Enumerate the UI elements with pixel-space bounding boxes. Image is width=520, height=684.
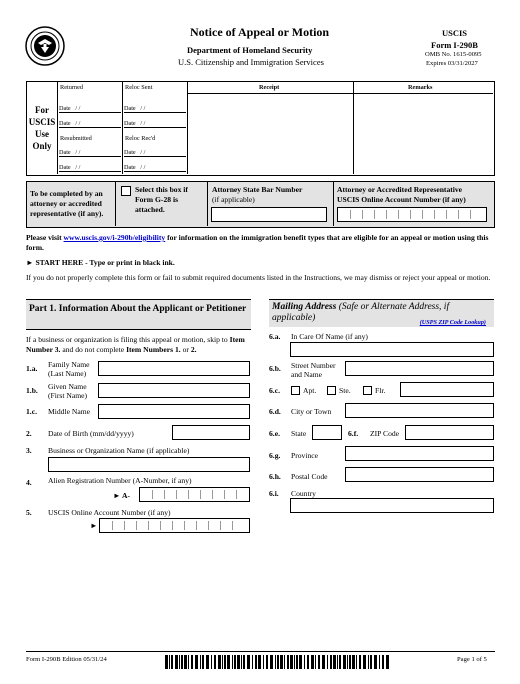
online-account-title-2: USCIS Online Account Number (if any): [337, 195, 466, 204]
item-1c-number: 1.c.: [26, 407, 37, 416]
dob-input[interactable]: [172, 425, 250, 440]
resubmitted-date-1: Date / /: [59, 149, 121, 157]
given-name-input[interactable]: [98, 383, 250, 398]
apt-number-input[interactable]: [400, 382, 494, 397]
dob-label: Date of Birth (mm/dd/yyyy): [48, 429, 134, 438]
middle-name-input[interactable]: [98, 404, 250, 419]
agency-name: U.S. Citizenship and Immigration Services: [178, 57, 324, 67]
item-6e-number: 6.e.: [269, 429, 280, 438]
zip-input[interactable]: [405, 425, 494, 440]
country-label: Country: [291, 489, 316, 498]
office-use-label-2: USCIS: [28, 117, 56, 127]
item-6h-number: 6.h.: [269, 472, 281, 481]
mailing-header: Mailing Address (Safe or Alternate Address, if applicable) (USPS ZIP Code Lookup): [269, 299, 494, 327]
a-number-input[interactable]: [139, 487, 250, 502]
business-name-input[interactable]: [48, 457, 250, 472]
form-id: Form I-290B: [431, 40, 478, 50]
reloc-sent-date-1: Date / /: [124, 105, 186, 113]
reloc-sent-label: Reloc Sent: [125, 84, 153, 91]
reloc-recd-date-2: Date / /: [124, 164, 186, 172]
apt-label: Apt.: [303, 386, 317, 395]
resubmitted-date-2: Date / /: [59, 164, 121, 172]
footer-form-edition: Form I-290B Edition 05/31/24: [26, 656, 107, 663]
receipt-label: Receipt: [259, 84, 280, 91]
item-4-number: 4.: [26, 478, 32, 487]
postal-code-input[interactable]: [345, 467, 494, 482]
apt-checkbox[interactable]: [291, 386, 300, 395]
reloc-recd-date-1: Date / /: [124, 149, 186, 157]
item-6d-number: 6.d.: [269, 407, 281, 416]
office-use-label-1: For: [35, 105, 49, 115]
form-title: Notice of Appeal or Motion: [190, 25, 330, 39]
footer-page-number: Page 1 of 5: [457, 656, 487, 663]
arrow-right-icon: ►: [26, 258, 34, 267]
office-use-table: [26, 81, 495, 176]
bar-number-input[interactable]: [211, 207, 327, 222]
reloc-sent-date-2: Date / /: [124, 120, 186, 128]
street-label: Street Number and Name: [291, 361, 336, 379]
item-1a-number: 1.a.: [26, 364, 38, 373]
flr-label: Flr.: [375, 386, 386, 395]
expiration-date: Expires 03/31/2027: [426, 60, 478, 67]
country-input[interactable]: [290, 498, 494, 513]
ste-label: Ste.: [339, 386, 351, 395]
flr-checkbox[interactable]: [363, 386, 372, 395]
city-label: City or Town: [291, 407, 332, 416]
warning-text: If you do not properly complete this form or fail to submit required documents listed in the Instructions, we may dismiss or reject your appeal or motion.: [26, 273, 491, 282]
state-select[interactable]: [312, 425, 342, 440]
business-name-label: Business or Organization Name (if applicable): [48, 446, 190, 455]
office-use-side: [27, 82, 58, 174]
attorney-section: [26, 181, 495, 228]
item-6b-number: 6.b.: [269, 364, 281, 373]
online-account-title-1: Attorney or Accredited Representative: [337, 185, 463, 194]
item-1b-number: 1.b.: [26, 386, 38, 395]
eligibility-link[interactable]: www.uscis.gov/i-290b/eligibility: [63, 233, 166, 242]
item-6g-number: 6.g.: [269, 451, 281, 460]
part1-header: Part 1. Information About the Applicant or Petitioner: [26, 299, 251, 330]
barcode: [165, 655, 392, 669]
resubmitted-label: Resubmitted: [60, 135, 92, 142]
g28-checkbox[interactable]: [121, 186, 131, 196]
online-account-input[interactable]: [99, 518, 250, 533]
family-name-input[interactable]: [98, 361, 250, 376]
bar-number-title: Attorney State Bar Number: [212, 185, 303, 194]
in-care-of-label: In Care Of Name (if any): [291, 332, 368, 341]
zip-lookup-link[interactable]: (USPS ZIP Code Lookup): [419, 319, 486, 326]
eligibility-note: Please visit www.uscis.gov/i-290b/eligibility for information on the immigration benefit types that are eligible for an appeal or motion using this form.: [26, 233, 489, 252]
province-input[interactable]: [345, 446, 494, 461]
item-6i-number: 6.i.: [269, 489, 279, 498]
org-label: USCIS: [442, 28, 468, 38]
returned-date-1: Date / /: [59, 105, 121, 113]
returned-label: Returned: [60, 84, 84, 91]
online-account-arrow-icon: ►: [90, 521, 98, 530]
item-6a-number: 6.a.: [269, 332, 281, 341]
middle-name-label: Middle Name: [48, 407, 90, 416]
street-input[interactable]: [345, 361, 494, 376]
a-number-label: Alien Registration Number (A-Number, if any): [48, 476, 192, 485]
returned-date-2: Date / /: [59, 120, 121, 128]
department-name: Department of Homeland Security: [187, 45, 313, 55]
start-here-line: ► START HERE - Type or print in black ink.: [26, 258, 175, 267]
rep-online-account-input[interactable]: [337, 207, 487, 222]
online-account-label: USCIS Online Account Number (if any): [48, 508, 171, 517]
g28-label: Select this box if Form G-28 is attached.: [135, 185, 188, 214]
given-name-label: Given Name (First Name): [48, 382, 88, 400]
ste-checkbox[interactable]: [327, 386, 336, 395]
zip-label: ZIP Code: [370, 429, 400, 438]
reloc-recd-label: Reloc Rec'd: [125, 135, 156, 142]
a-number-prefix: ► A-: [113, 491, 131, 500]
attorney-instruction: To be completed by an attorney or accredited representative (if any).: [30, 189, 104, 218]
item-2-number: 2.: [26, 429, 32, 438]
postal-code-label: Postal Code: [291, 472, 328, 481]
province-label: Province: [291, 451, 318, 460]
dhs-seal-icon: [25, 26, 65, 66]
office-use-label-4: Only: [32, 141, 52, 151]
item-6f-number: 6.f.: [348, 429, 359, 438]
city-input[interactable]: [345, 403, 494, 418]
part1-note: If a business or organization is filing this appeal or motion, skip to Item Number 3. and do not complete Item Numbers 1. or 2.: [26, 335, 245, 354]
office-use-label-3: Use: [35, 129, 49, 139]
remarks-label: Remarks: [408, 84, 433, 91]
item-5-number: 5.: [26, 508, 32, 517]
state-label: State: [291, 429, 307, 438]
mailing-title: Mailing Address: [272, 302, 337, 312]
item-6c-number: 6.c.: [269, 386, 280, 395]
bar-number-sub: (if applicable): [212, 195, 255, 204]
item-3-number: 3.: [26, 446, 32, 455]
omb-number: OMB No. 1615-0095: [425, 51, 482, 58]
in-care-of-input[interactable]: [290, 342, 494, 357]
family-name-label: Family Name (Last Name): [48, 360, 90, 378]
